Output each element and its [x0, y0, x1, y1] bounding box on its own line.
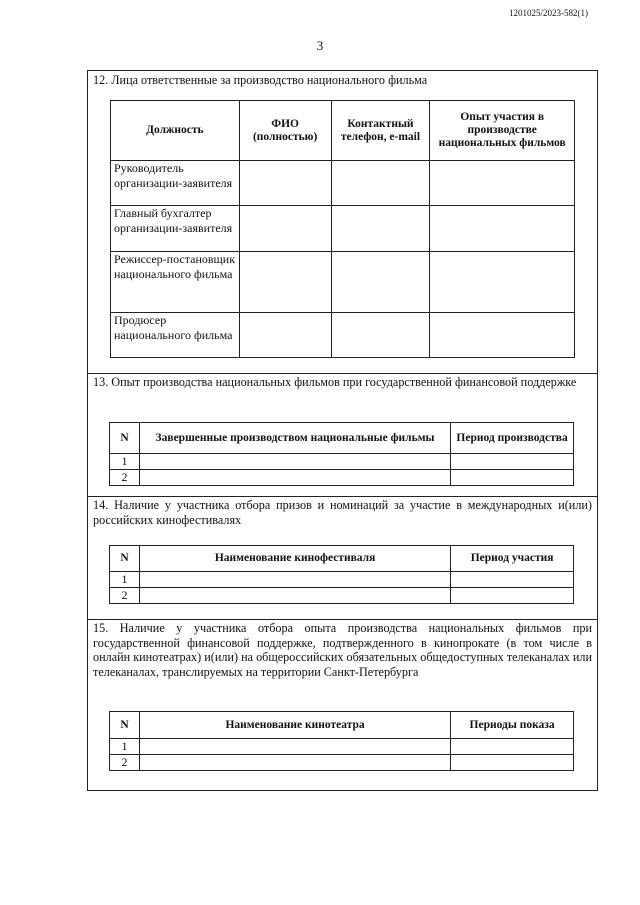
- header-position: Должность: [111, 101, 240, 161]
- name-cell[interactable]: [239, 161, 331, 206]
- row-label: Главный бухгалтер организации-заявителя: [111, 206, 240, 252]
- period-cell[interactable]: [451, 470, 574, 486]
- films-table: [109, 422, 574, 486]
- contact-cell[interactable]: [331, 313, 430, 358]
- table-row: [110, 454, 574, 470]
- row-number: 2: [110, 755, 140, 771]
- row-number: 1: [110, 572, 140, 588]
- header-contact: Контактный телефон, e-mail: [331, 101, 430, 161]
- section-13: [88, 373, 597, 497]
- header-n: N: [110, 712, 140, 739]
- responsible-persons-table: [110, 100, 575, 358]
- period-cell[interactable]: [451, 755, 574, 771]
- name-cell[interactable]: [239, 252, 331, 313]
- row-number: 2: [110, 470, 140, 486]
- section-12: [88, 71, 597, 374]
- period-cell[interactable]: [451, 588, 574, 604]
- experience-cell[interactable]: [430, 252, 575, 313]
- cinema-cell[interactable]: [139, 755, 450, 771]
- festivals-table: [109, 545, 574, 604]
- contact-cell[interactable]: [331, 161, 430, 206]
- header-periods: Периоды показа: [451, 712, 574, 739]
- table-row: [111, 252, 575, 313]
- table-row: [111, 206, 575, 252]
- cinema-cell[interactable]: [139, 739, 450, 755]
- cinemas-table: [109, 711, 574, 771]
- row-label: Руководитель организации-заявителя: [111, 161, 240, 206]
- period-cell[interactable]: [451, 454, 574, 470]
- header-n: N: [110, 546, 140, 572]
- section-14-title: 14. Наличие у участника отбора призов и номинаций за участие в международных и(или) российских кинофестивалях: [93, 498, 592, 527]
- header-n: N: [110, 423, 140, 454]
- header-films: Завершенные производством национальные фильмы: [139, 423, 450, 454]
- table-row: [110, 572, 574, 588]
- row-number: 1: [110, 739, 140, 755]
- section-12-title: 12. Лица ответственные за производство национального фильма: [93, 73, 428, 87]
- header-name: ФИО (полностью): [239, 101, 331, 161]
- name-cell[interactable]: [239, 313, 331, 358]
- table-row: [110, 739, 574, 755]
- table-row: [111, 161, 575, 206]
- row-number: 2: [110, 588, 140, 604]
- table-row: [110, 755, 574, 771]
- period-cell[interactable]: [451, 572, 574, 588]
- form-frame: [87, 70, 598, 791]
- row-label: Продюсер национального фильма: [111, 313, 240, 358]
- section-15-title: 15. Наличие у участника отбора опыта производства национальных фильмов при государственной финансовой поддержке, подтвержденного в кинопрокате (в том числе в онлайн кинотеатрах) и(или) на общероссийских обязательных общедоступных телеканалах или телеканалах, транслируемых на территории Санкт-Петербурга: [93, 621, 592, 680]
- experience-cell[interactable]: [430, 206, 575, 252]
- contact-cell[interactable]: [331, 206, 430, 252]
- section-15: [88, 619, 597, 790]
- film-cell[interactable]: [139, 470, 450, 486]
- experience-cell[interactable]: [430, 313, 575, 358]
- festival-cell[interactable]: [139, 588, 450, 604]
- table-row: [110, 470, 574, 486]
- section-13-title: 13. Опыт производства национальных фильмов при государственной финансовой поддержке: [93, 375, 577, 389]
- document-number: 1201025/2023-582(1): [509, 8, 588, 18]
- header-experience: Опыт участия в производстве национальных фильмов: [430, 101, 575, 161]
- page-number: 3: [316, 38, 324, 53]
- header-festival: Наименование кинофестиваля: [139, 546, 450, 572]
- row-label: Режиссер-постановщик национального фильма: [111, 252, 240, 313]
- contact-cell[interactable]: [331, 252, 430, 313]
- row-number: 1: [110, 454, 140, 470]
- experience-cell[interactable]: [430, 161, 575, 206]
- header-period: Период производства: [451, 423, 574, 454]
- name-cell[interactable]: [239, 206, 331, 252]
- table-row: [110, 588, 574, 604]
- film-cell[interactable]: [139, 454, 450, 470]
- period-cell[interactable]: [451, 739, 574, 755]
- table-row: [111, 313, 575, 358]
- header-cinema: Наименование кинотеатра: [139, 712, 450, 739]
- section-14: [88, 496, 597, 620]
- festival-cell[interactable]: [139, 572, 450, 588]
- header-period: Период участия: [451, 546, 574, 572]
